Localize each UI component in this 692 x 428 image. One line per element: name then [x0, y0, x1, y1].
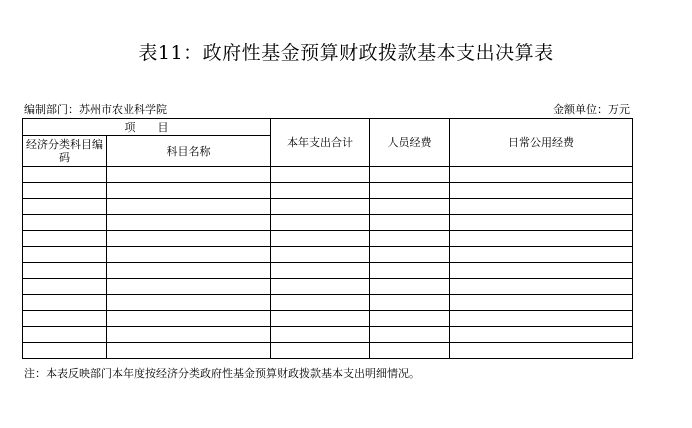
personnel-cell — [370, 215, 450, 231]
table-row — [23, 343, 633, 359]
personnel-cell — [370, 231, 450, 247]
item-group-header: 项 目 — [23, 119, 271, 136]
econ-code-cell — [23, 215, 107, 231]
table-row — [23, 311, 633, 327]
subject-name-cell — [107, 199, 271, 215]
econ-code-cell — [23, 199, 107, 215]
daily-cell — [450, 279, 633, 295]
daily-cell — [450, 263, 633, 279]
subject-name-cell — [107, 231, 271, 247]
total-cell — [271, 327, 370, 343]
currency-unit-label: 金额单位：万元 — [553, 103, 630, 116]
daily-cell — [450, 215, 633, 231]
daily-cell — [450, 183, 633, 199]
daily-cell — [450, 311, 633, 327]
econ-code-cell — [23, 263, 107, 279]
total-cell — [271, 279, 370, 295]
table-row — [23, 263, 633, 279]
total-header: 本年支出合计 — [271, 119, 370, 167]
table-row — [23, 167, 633, 183]
subject-name-cell — [107, 279, 271, 295]
daily-cell — [450, 327, 633, 343]
table-row — [23, 279, 633, 295]
daily-cell — [450, 247, 633, 263]
daily-header: 日常公用经费 — [450, 119, 633, 167]
footnote: 注：本表反映部门本年度按经济分类政府性基金预算财政拨款基本支出明细情况。 — [24, 367, 420, 380]
table-row — [23, 215, 633, 231]
header-row-1 — [23, 119, 633, 136]
subject-name-cell — [107, 183, 271, 199]
total-cell — [271, 231, 370, 247]
table-row — [23, 247, 633, 263]
subject-name-cell — [107, 247, 271, 263]
daily-cell — [450, 231, 633, 247]
daily-cell — [450, 167, 633, 183]
personnel-cell — [370, 247, 450, 263]
daily-cell — [450, 199, 633, 215]
table-row — [23, 327, 633, 343]
personnel-header: 人员经费 — [370, 119, 450, 167]
econ-code-cell — [23, 327, 107, 343]
daily-cell — [450, 343, 633, 359]
personnel-cell — [370, 311, 450, 327]
econ-code-cell — [23, 231, 107, 247]
total-cell — [271, 343, 370, 359]
econ-code-cell — [23, 167, 107, 183]
total-cell — [271, 295, 370, 311]
subject-name-header: 科目名称 — [107, 136, 271, 167]
org-label: 编制部门：苏州市农业科学院 — [24, 103, 167, 116]
personnel-cell — [370, 183, 450, 199]
personnel-cell — [370, 263, 450, 279]
econ-code-cell — [23, 279, 107, 295]
total-cell — [271, 183, 370, 199]
subject-name-cell — [107, 295, 271, 311]
econ-code-cell — [23, 311, 107, 327]
personnel-cell — [370, 343, 450, 359]
total-cell — [271, 215, 370, 231]
personnel-cell — [370, 327, 450, 343]
subject-name-cell — [107, 327, 271, 343]
table-row — [23, 231, 633, 247]
table-row — [23, 295, 633, 311]
personnel-cell — [370, 199, 450, 215]
personnel-cell — [370, 167, 450, 183]
econ-code-header: 经济分类科目编码 — [23, 136, 107, 167]
econ-code-cell — [23, 295, 107, 311]
econ-code-cell — [23, 343, 107, 359]
subject-name-cell — [107, 343, 271, 359]
table-row — [23, 199, 633, 215]
subject-name-cell — [107, 311, 271, 327]
personnel-cell — [370, 295, 450, 311]
econ-code-cell — [23, 183, 107, 199]
total-cell — [271, 167, 370, 183]
econ-code-cell — [23, 247, 107, 263]
daily-cell — [450, 295, 633, 311]
total-cell — [271, 247, 370, 263]
expenditure-table — [22, 118, 633, 359]
table-row — [23, 183, 633, 199]
report-title: 表11：政府性基金预算财政拨款基本支出决算表 — [138, 42, 554, 64]
total-cell — [271, 199, 370, 215]
personnel-cell — [370, 279, 450, 295]
total-cell — [271, 263, 370, 279]
subject-name-cell — [107, 167, 271, 183]
subject-name-cell — [107, 263, 271, 279]
subject-name-cell — [107, 215, 271, 231]
total-cell — [271, 311, 370, 327]
